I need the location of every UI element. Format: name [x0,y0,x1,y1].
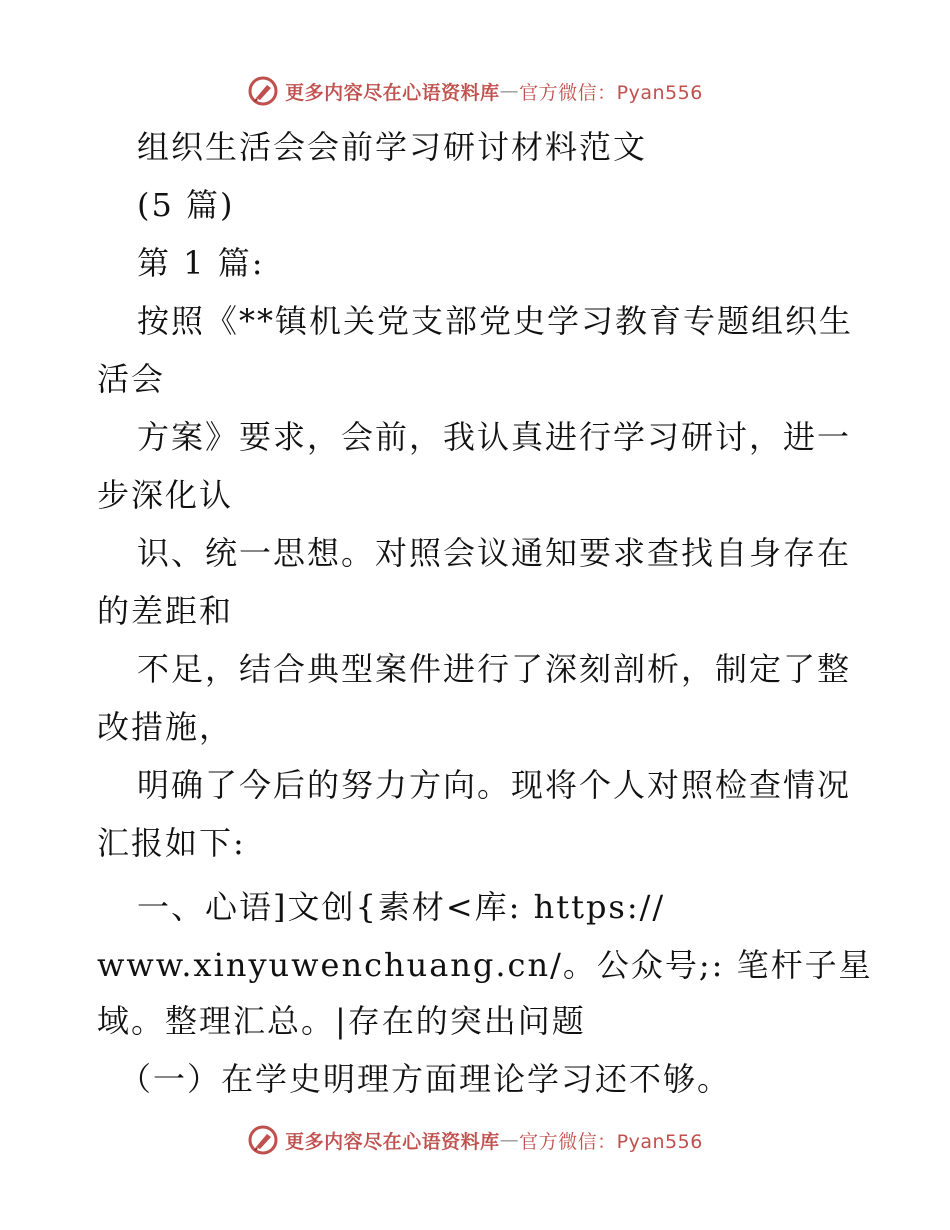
paragraph-line: 汇报如下: [97,824,246,862]
subsection-heading: （一）在学史明理方面理论学习还不够。 [119,1060,732,1098]
banner-main-text: 更多内容尽在心语资料库 [285,81,500,104]
paragraph-line: 识、统一思想。对照会议通知要求查找自身存在 [137,534,852,572]
paragraph-line: 不足，结合典型案件进行了深刻剖析，制定了整 [137,650,852,688]
paragraph-line: 一、心语]文创{素材<库: https:// [137,888,666,926]
paragraph-line: 活会 [97,360,166,398]
paragraph-line: 的差距和 [97,592,234,630]
paragraph-line: 改措施， [97,708,234,746]
banner-separator: — [499,80,520,102]
paragraph-line: 按照《**镇机关党支部党史学习教育专题组织生 [137,302,854,340]
footer-watermark-banner [0,1123,950,1157]
paragraph-line: 步深化认 [97,476,234,514]
pen-logo-icon [247,75,279,107]
paragraph-line: www.xinyuwenchuang.cn/。公众号;: 笔杆子星 [97,946,873,984]
banner-main-text: 更多内容尽在心语资料库 [285,1130,500,1153]
banner-wechat-text: 官方微信：Pyan556 [519,81,703,104]
document-title: 组织生活会会前学习研讨材料范文 [137,128,648,166]
paragraph-line: 明确了今后的努力方向。现将个人对照检查情况 [137,766,852,804]
banner-wechat-text: 官方微信：Pyan556 [519,1130,703,1153]
header-watermark-banner [0,74,950,108]
paragraph-line: 域。整理汇总。|存在的突出问题 [97,1002,586,1040]
pen-logo-icon [247,1124,279,1156]
document-subtitle: (5 篇) [137,186,235,224]
paragraph-line: 方案》要求，会前，我认真进行学习研讨，进一 [137,418,852,456]
banner-separator: — [499,1129,520,1151]
section-heading: 第 1 篇: [137,244,265,282]
